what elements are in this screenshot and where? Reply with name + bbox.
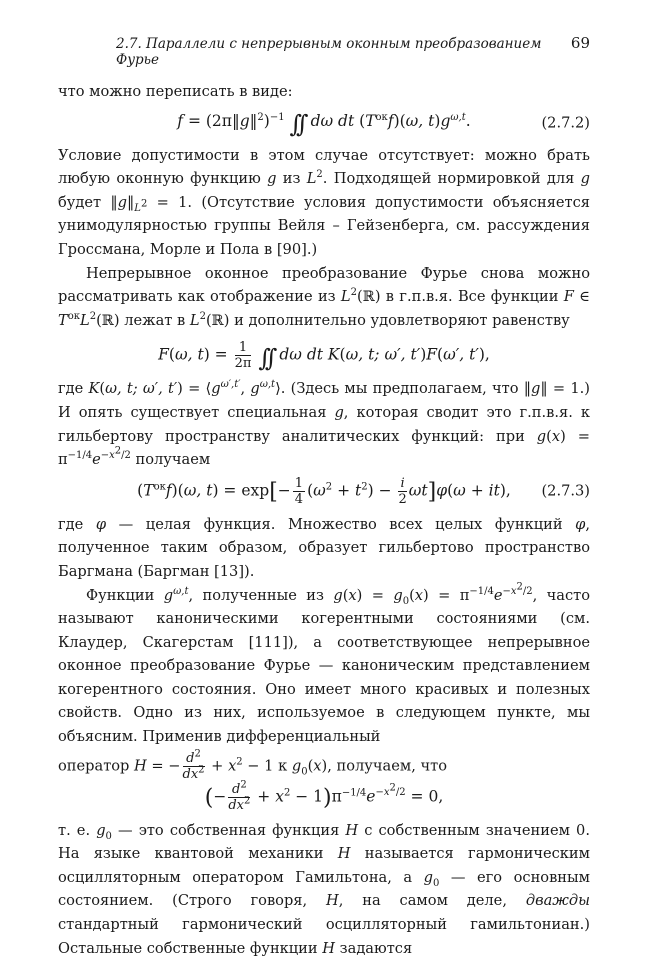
equation-harmonic-oscillator: (− $\frac{d^2}{dx^2}$ + $x^2 - 1)\pi^{-1/4}e^{-x^2/2} = 0$, [204, 779, 444, 813]
paragraph-7: оператор H = − $\frac{d^2}{dx^2}$ + $x^2 - 1$ к $g_0(x)$, получаем, что [58, 748, 447, 782]
section-title: 2.7. Параллели с непрерывным оконным преобразованием Фурье [116, 36, 542, 68]
paragraph-5: где φ — целая функция. Множество всех целых функций φ, полученное таким образом, образует гильбертово пространство Баргмана (Баргман [13]). [58, 515, 590, 580]
running-header [58, 34, 590, 68]
paragraph-2: Условие допустимости в этом случае отсутствует: можно брать любую оконную функцию g из $L^2$. Подходящей нормировкой для g будет $‖g‖_{L^2} = 1$. (Отсутствие условия допустимости объясняется унимодулярностью группы Вейля – Гейзенберга, см. рассуждения Гроссмана, Морле и Пола в [90].) [58, 146, 590, 258]
equation-2-7-3: $(T^{ок}f)(\omega$, t) = exp[− $\frac{1}{4}$ $(\omega^2 + t^2)$ − $\frac{i}{2}$ ωt]φ(ω + it), (2.7.3) [137, 475, 590, 507]
paragraph-1: что можно переписать в виде: [58, 83, 293, 100]
equation-label: (2.7.3) [541, 482, 590, 500]
equation-reproducing-kernel: F(ω, t) = $\frac{1}{2\pi}$ ∫∫ dω dt K(ω, t; ω′, t′)F(ω′, t′), [158, 340, 490, 372]
equation-label: (2.7.2) [541, 114, 590, 132]
equation-2-7-2: f = (2π‖g‖$^2$)$^{-1}$ ∫∫ dω dt $(T^{ок}f)(\omega$, $t)g^{\omega,t}$. (2.7.2) [177, 109, 590, 138]
paragraph-6: Функции $g^{\omega,t}$, полученные из $g(x) = g_0(x) = \pi^{-1/4}e^{-x^2/2}$, часто называют каноническими когерентными состояниями (см. Клаудер, Скагерстам [111]), а соответствующее непрерывное оконное преобразование Фурье — каноническим представлением когерентного состояния. Оно имеет много красивых и полезных свойств. Одно из них, используемое в следующем пункте, мы объясним. Применив дифференциальный [58, 581, 591, 746]
page [58, 34, 590, 960]
page-number: 69 [570, 34, 590, 52]
paragraph-3: Непрерывное оконное преобразование Фурье снова можно рассматривать как отображение из $L^2(ℝ)$ в г.п.в.я. Все функции F ∈ $T^{ок}L^2(ℝ)$ лежат в $L^2(ℝ)$ и дополнительно удовлетворяют равенству [58, 264, 590, 329]
paragraph-8: т. е. $g_0$ — это собственная функция H с собственным значением 0. На языке квантовой механики H называется гармоническим осцилляторным оператором Гамильтона, а $g_0$ — его основным состоянием. (Строго говоря, H, на самом деле, дважды стандартный гармонический осцилляторный гамильтониан.) Остальные собственные функции H задаются [58, 821, 591, 957]
paragraph-4: где K(ω, t; ω′, $t') = ⟨g^{\omega',t'}$, $g^{\omega,t}⟩$. (Здесь мы предполагаем, что ‖g‖ = 1.) И опять существует специальная g, которая сводит это г.п.в.я. к гильбертову пространству аналитических функций: при $g(x) = \pi^{-1/4}e^{-x^2/2}$ получаем [58, 379, 590, 469]
